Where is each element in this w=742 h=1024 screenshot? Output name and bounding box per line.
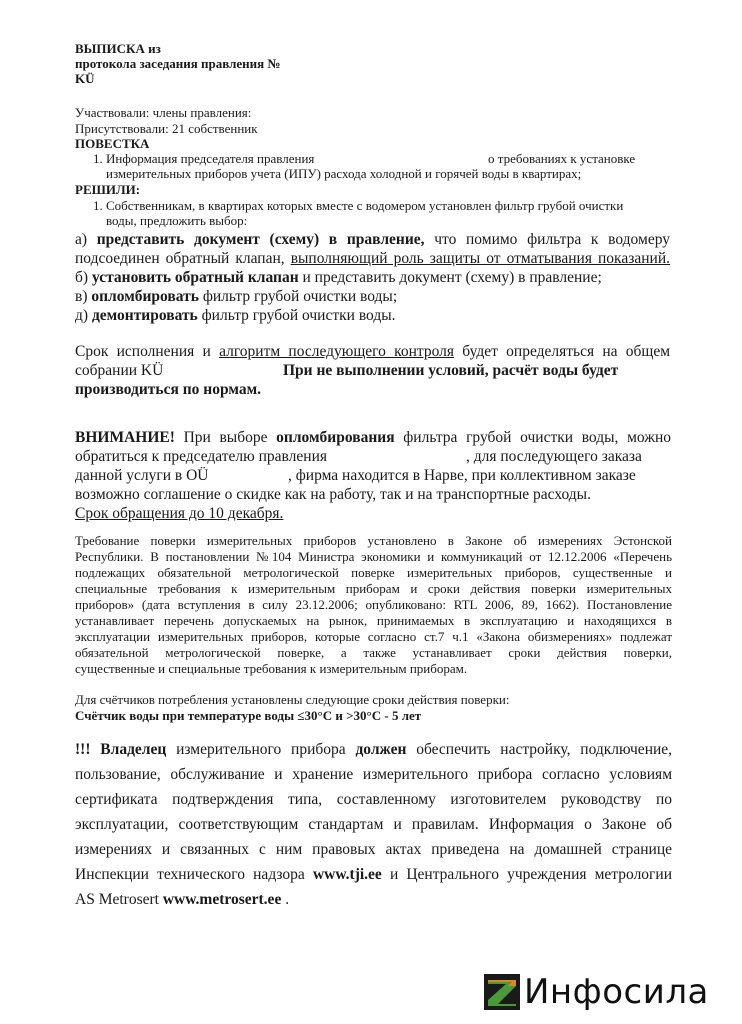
law-line: обязательной метрологической поверке, а также устанавливает сроки действия поверки, [75,645,672,660]
deadline-line-2-bold: При не выполнении условий, расчёт воды будет [283,362,619,379]
option-b: б) установить обратный клапан и представить документ (схему) в правление; [75,269,602,286]
deadline-line-3: производиться по нормам. [75,381,262,398]
decision-item-1: 1. Собственникам, в квартирах которых вместе с водомером установлен фильтр грубой очистки [93,198,624,213]
attention-line-4: возможно соглашение о скидке как на работу, так и на транспортные расходы. [75,486,591,503]
owner-line: эксплуатации, соответствующим стандартам и правилам. Информация о Законе об [75,816,672,833]
deadline-line-1: Срок исполнения и алгоритм последующего контроля будет определяться на общем [75,343,671,360]
owner-line: сертификата подтверждения типа, составленному изготовителем руководству по [75,791,672,808]
law-line: приборов» (дата вступления в силу 23.12.2006; опубликовано: RTL 2006, 89, 1662). Постановление [75,597,672,612]
participants-members: Участвовали: члены правления: [75,105,252,120]
owner-line-1: !!! Владелец измерительного прибора должен обеспечить настройку, подключение, [75,741,673,758]
deadline-line-2-start: собрании KÜ [75,362,164,379]
option-c: в) опломбировать фильтр грубой очистки воды; [75,288,398,305]
owner-line-6: Инспекции технического надзора www.tji.ee и Центрального учреждения метрологии [75,866,673,883]
infosila-logo-text: Инфосила [524,972,709,1012]
option-a: а) представить документ (схему) в правление, что помимо фильтра к водомеру [75,231,670,248]
owner-line: пользование, обслуживание и хранение измерительного прибора согласно условиям [75,766,672,783]
law-line: специальные требования к измерительным приборам и сроки действия поверки измерительных [75,581,672,596]
option-d: д) демонтировать фильтр грубой очистки воды. [75,307,396,324]
attention-line-3-start: данной услуги в OÜ [75,467,209,484]
law-line: эксплуатации измерительных приборов, которые согласно ст.7 ч.1 «Закона обизмерениях» подлежат [75,629,672,644]
attention-line-1: ВНИМАНИЕ! При выборе опломбирования фильтра грубой очистки воды, можно [75,429,672,446]
owner-line-7: AS Metrosert www.metrosert.ee . [75,891,290,908]
agenda-item-1-start: 1. Информация председателя правления [93,151,315,166]
agenda-item-1-end: о требованиях к установке [488,151,636,166]
participants-present: Присутствовали: 21 собственник [75,121,258,136]
decision-item-1-cont: воды, предложить выбор: [106,213,248,228]
option-a-cont: подсоединен обратный клапан, выполняющий роль защиты от отматывания показаний. [75,250,670,267]
agenda-heading: ПОВЕСТКА [75,136,150,151]
meters-rule: Счётчик воды при температуре воды ≤30°C и >30°C - 5 лет [75,708,422,723]
attention-line-3-end: , фирма находится в Нарве, при коллективном заказе [288,467,636,484]
decision-heading: РЕШИЛИ: [75,182,141,197]
law-line: подлежащих обязательной метрологической поверке измерительных приборов, существенные и [75,565,672,580]
meters-intro: Для счётчиков потребления установлены следующие сроки действия поверки: [75,692,510,707]
title-line-2: протокола заседания правления № [75,56,281,71]
attention-deadline: Срок обращения до 10 декабря. [75,505,284,522]
law-line: Республики. В постановлении №104 Министра экономики и коммуникаций от 12.12.2006 «Перечень [75,549,672,564]
law-line-last: существенные и специальные требования к измерительным приборам. [75,661,468,676]
law-line: Требование поверки измерительных приборов установлено в Законе об измерениях Эстонской [75,533,672,548]
attention-line-2-end: , для последующего заказа [466,448,642,465]
law-line: устанавливает перечень допускаемых на рынок, принимаемых в эксплуатацию и находящихся в [75,613,672,628]
attention-line-2-start: обратиться к председателю правления [75,448,327,465]
title-line-1: ВЫПИСКА из [75,41,161,56]
agenda-item-1-cont: измерительных приборов учета (ИПУ) расхода холодной и горячей воды в квартирах; [106,166,582,181]
title-line-3: KÜ [75,71,95,86]
infosila-logo-icon [484,974,520,1010]
owner-line: измерениях и связанных с ним правовых актах приведена на домашней странице [75,841,672,858]
